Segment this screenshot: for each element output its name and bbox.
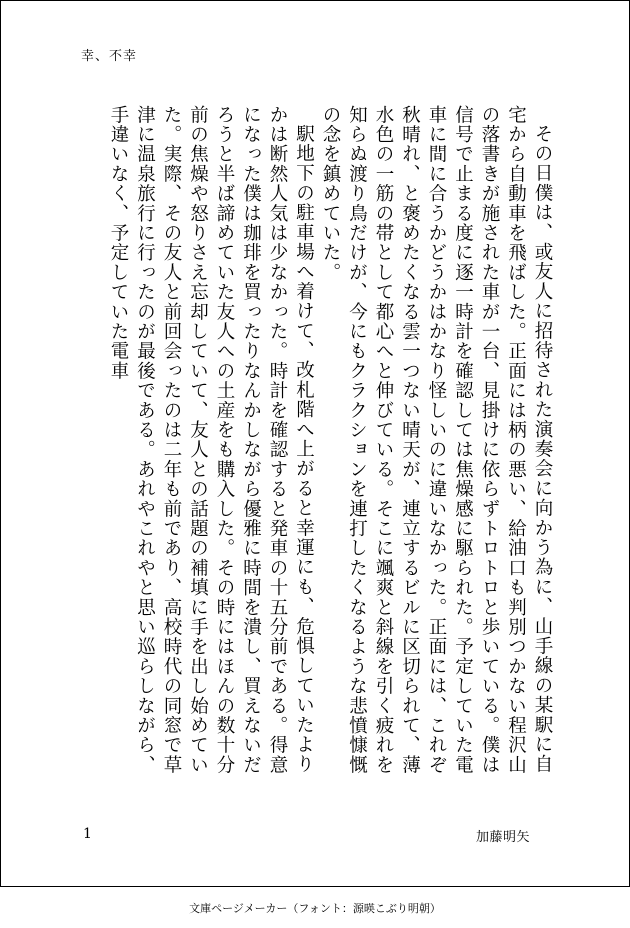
page-number: 1 [83,826,92,842]
body-text [105,105,556,775]
generator-caption: 文庫ページメーカー（フォント：源暎こぶり明朝） [189,902,441,915]
paragraph: 駅地下の駐車場へ着けて、改札階へ上がると幸運にも、危惧していたよりかは断然人気は少なかった。時計を確認すると発車の十五分前である。得意になった僕は珈琲を買ったりなんかしながら優雅に時間を潰し、買えないだろうと半ば諦めていた友人への土産をも購入した。その時にはほんの数十分前の焦燥や怒りさえ忘却していて、友人との話題の補填に手を出し始めていた。実際、その友人と前回会ったのは二年も前であり、高校時代の同窓で草津に温泉旅行に行ったのが最後である。あれやこれやと思い巡らしながら、手違いなく、予定していた電車 [108,105,315,775]
author-name: 加藤明矢 [476,830,531,845]
running-title: 幸、不幸 [81,49,138,64]
paragraph: その日僕は、或友人に招待された演奏会に向かう為に、山手線の某駅に自宅から自動車を飛ばした。正面には柄の悪い、給油口も判別つかない程沢山の落書きが施された車が一台、見掛けに依らずトロトロと歩いている。僕は信号で止まる度に逐一時計を確認しては焦燥感に駆られた。予定していた電車に間に合うかどうかはかなり怪しいのに違いなかった。正面には、これぞ秋晴れ、と褒めたくなる雲一つない晴天が、連立するビルに区切られて、薄水色の一筋の帯として都心へと伸びている。そこに颯爽と斜線を引く疲れを知らぬ渡り鳥だけが、今にもクラクションを連打したくなるような悲憤慷慨の念を鎮めていた。 [320,105,553,775]
